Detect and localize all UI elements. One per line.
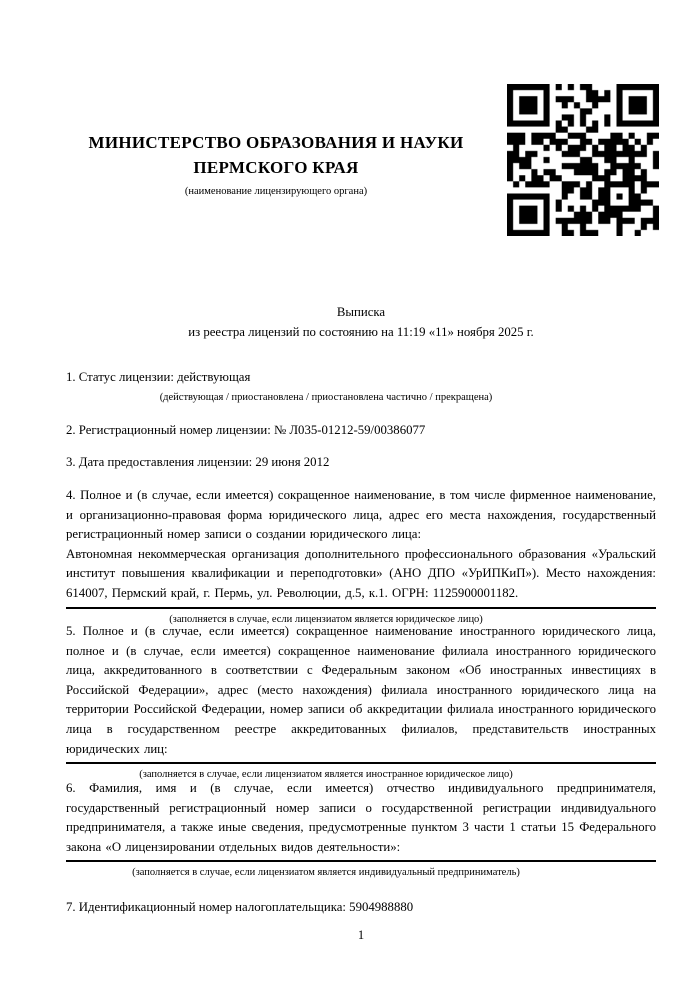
document-title	[66, 303, 656, 342]
legal-entity-answer: Автономная некоммерческая организация дополнительного профессионального образования «Уральский институт повышения квалификации и переподготовки» (АНО ДПО «УрИПКиП»). Место нахождения: 614007, Пермский край, г. Пермь, ул. Революции, д.5, к.1. ОГРН: 1125900001182.	[66, 546, 656, 600]
item-registration-number	[66, 421, 656, 441]
foreign-entity-question: 5. Полное и (в случае, если имеется) сокращенное наименование иностранного юридического лица, полное и (в случае, если имеется) сокращенное наименование филиала иностранного юридического лица, аккредитованного в соответствии с Федеральным законом «Об иностранных инвестициях в Российской Федерации», адрес (место нахождения) филиала иностранного юридического лица на территории Российской Федерации, номер записи об аккредитации филиала иностранного юридического лица в государственном реестре аккредитованных филиалов, представительств иностранных юридических лиц:	[66, 624, 656, 756]
document-title-line2: из реестра лицензий по состоянию на 11:19 «11» ноября 2025 г.	[188, 324, 534, 339]
taxpayer-number-text: 7. Идентификационный номер налогоплательщика: 5904988880	[66, 900, 414, 914]
ministry-name-line2: ПЕРМСКОГО КРАЯ	[193, 158, 359, 177]
license-status-caption: (действующая / приостановлена / приостановлена частично / прекращена)	[159, 391, 493, 403]
document-title-line1: Выписка	[336, 305, 386, 319]
issuing-authority-block	[66, 130, 486, 198]
item-license-status	[66, 368, 656, 404]
license-status-text: 1. Статус лицензии: действующая	[66, 370, 251, 384]
item-foreign-entity	[66, 622, 656, 781]
page-number: 1	[357, 928, 365, 942]
registration-number-text: 2. Регистрационный номер лицензии: № Л035-01212-59/00386077	[66, 423, 426, 437]
individual-entrepreneur-caption: (заполняется в случае, если лицензиатом является индивидуальный предприниматель)	[132, 867, 520, 879]
item-taxpayer-number	[66, 898, 656, 918]
fill-line	[66, 607, 656, 609]
ministry-name-line1: МИНИСТЕРСТВО ОБРАЗОВАНИЯ И НАУКИ	[88, 133, 464, 152]
item-legal-entity	[66, 486, 656, 626]
foreign-entity-caption: (заполняется в случае, если лицензиатом является иностранное юридическое лицо)	[139, 769, 513, 781]
item-grant-date	[66, 453, 656, 473]
legal-entity-caption: (заполняется в случае, если лицензиатом является юридическое лицо)	[169, 613, 483, 625]
individual-entrepreneur-question: 6. Фамилия, имя и (в случае, если имеется) отчество индивидуального предпринимателя, государственный регистрационный номер записи о государственной регистрации индивидуального предпринимателя, а также иные сведения, предусмотренные пунктом 3 части 1 статьи 15 Федерального закона «О лицензировании отдельных видов деятельности»:	[66, 781, 656, 854]
fill-line	[66, 860, 656, 862]
grant-date-text: 3. Дата предоставления лицензии: 29 июня 2012	[66, 455, 330, 469]
qr-code-icon	[507, 84, 659, 236]
issuing-authority-caption: (наименование лицензирующего органа)	[184, 186, 368, 197]
legal-entity-question: 4. Полное и (в случае, если имеется) сокращенное наименование, в том числе фирменное наименование, и организационно-правовая форма юридического лица, адрес его места нахождения, государственный регистрационный номер записи о создании юридического лица:	[66, 488, 656, 542]
fill-line	[66, 762, 656, 764]
item-individual-entrepreneur	[66, 779, 656, 879]
